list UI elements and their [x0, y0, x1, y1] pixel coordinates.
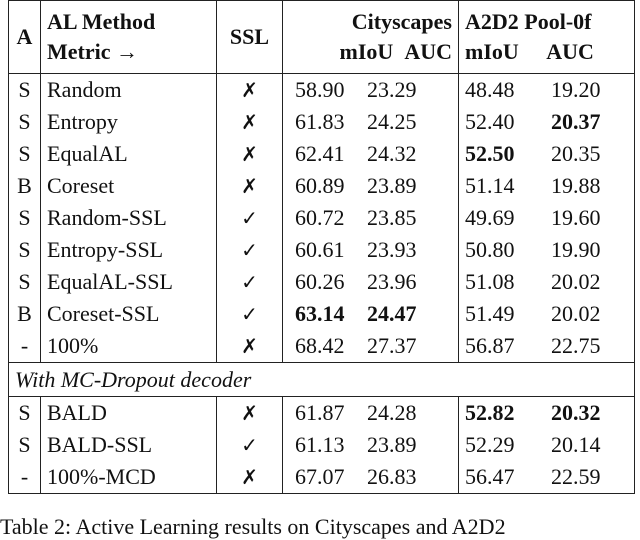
a-miou-value: 48.48: [465, 77, 515, 102]
header-metric-label: Metric →: [47, 39, 138, 64]
c-auc-value: 24.28: [367, 400, 417, 425]
a-miou-value: 49.69: [465, 205, 515, 230]
aggregation-cell: [9, 266, 41, 298]
c-miou-value: 61.87: [295, 400, 345, 425]
table-row: [9, 234, 635, 266]
a-auc-value: 19.60: [551, 205, 601, 230]
a2d2-cell: [459, 266, 635, 298]
c-miou-value: 61.13: [295, 432, 345, 457]
cityscapes-cell: [283, 202, 459, 234]
c-miou-value: 61.83: [295, 109, 345, 134]
header-cityscapes: [283, 1, 459, 74]
c-auc-value: 24.25: [367, 109, 417, 134]
a-auc-value: 22.75: [551, 333, 601, 358]
cross-icon: ✗: [241, 334, 258, 358]
aggregation-value: S: [18, 205, 31, 230]
check-icon: ✓: [241, 433, 258, 457]
method-name: EqualAL: [47, 141, 128, 166]
aggregation-cell: [9, 106, 41, 138]
check-icon: ✓: [241, 206, 258, 230]
header-ssl: SSL: [217, 1, 283, 74]
c-auc-value: 23.96: [367, 269, 417, 294]
a-auc-value: 20.02: [551, 301, 601, 326]
method-cell: [41, 397, 217, 430]
aggregation-value: B: [17, 173, 32, 198]
method-cell: [41, 234, 217, 266]
aggregation-value: S: [18, 77, 31, 102]
check-icon: ✓: [241, 238, 258, 262]
c-miou-value: 67.07: [295, 464, 345, 489]
header-row: [9, 1, 635, 74]
method-cell: [41, 202, 217, 234]
a2d2-cell: [459, 74, 635, 107]
cityscapes-cell: [283, 106, 459, 138]
cityscapes-cell: [283, 330, 459, 363]
cityscapes-label: Cityscapes: [351, 9, 452, 34]
method-name: BALD-SSL: [47, 432, 153, 457]
a2d2-cell: [459, 138, 635, 170]
method-name: 100%-MCD: [47, 464, 156, 489]
cross-icon: ✗: [241, 142, 258, 166]
c-auc-value: 26.83: [367, 464, 417, 489]
method-cell: [41, 106, 217, 138]
header-method-label: AL Method: [47, 9, 156, 34]
check-icon: ✓: [241, 302, 258, 326]
method-name: Entropy-SSL: [47, 237, 164, 262]
a2d2-cell: [459, 106, 635, 138]
a2d2-cell: [459, 170, 635, 202]
table-row: [9, 74, 635, 107]
method-cell: [41, 266, 217, 298]
header-a2d2: [459, 1, 635, 74]
a-miou-value: 52.40: [465, 109, 515, 134]
aggregation-cell: [9, 397, 41, 430]
c-auc-value: 24.47: [367, 301, 417, 326]
cityscapes-cell: [283, 74, 459, 107]
aggregation-cell: [9, 429, 41, 461]
cross-icon: ✗: [241, 174, 258, 198]
cityscapes-cell: [283, 397, 459, 430]
ssl-cell: [217, 330, 283, 363]
ssl-cell: [217, 266, 283, 298]
a2d2-cell: [459, 429, 635, 461]
cross-icon: ✗: [241, 401, 258, 425]
table-row: [9, 170, 635, 202]
ssl-cell: [217, 138, 283, 170]
ssl-cell: [217, 397, 283, 430]
a2d2-miou-header: mIoU: [465, 39, 519, 64]
a-auc-value: 19.20: [551, 77, 601, 102]
aggregation-cell: [9, 234, 41, 266]
aggregation-cell: [9, 138, 41, 170]
cityscapes-cell: [283, 234, 459, 266]
a-miou-value: 51.08: [465, 269, 515, 294]
method-name: EqualAL-SSL: [47, 269, 173, 294]
a-miou-value: 56.87: [465, 333, 515, 358]
c-auc-value: 24.32: [367, 141, 417, 166]
c-auc-value: 23.89: [367, 173, 417, 198]
a-miou-value: 52.82: [465, 400, 515, 425]
c-miou-value: 63.14: [295, 301, 345, 326]
header-a: A: [9, 1, 41, 74]
method-name: 100%: [47, 333, 99, 358]
c-miou-value: 60.26: [295, 269, 345, 294]
method-name: Random-SSL: [47, 205, 167, 230]
aggregation-cell: [9, 202, 41, 234]
a-auc-value: 19.88: [551, 173, 601, 198]
a-auc-value: 20.32: [551, 400, 601, 425]
c-miou-value: 68.42: [295, 333, 345, 358]
aggregation-value: -: [20, 464, 29, 489]
a2d2-cell: [459, 202, 635, 234]
aggregation-value: S: [18, 237, 31, 262]
a2d2-auc-header: AUC: [546, 39, 594, 64]
c-miou-value: 60.61: [295, 237, 345, 262]
c-auc-value: 23.85: [367, 205, 417, 230]
method-cell: [41, 330, 217, 363]
aggregation-cell: [9, 298, 41, 330]
aggregation-cell: [9, 170, 41, 202]
aggregation-value: S: [18, 400, 31, 425]
a-miou-value: 52.50: [465, 141, 515, 166]
ssl-cell: [217, 202, 283, 234]
header-method: [41, 1, 217, 74]
aggregation-value: S: [18, 109, 31, 134]
table-row: [9, 106, 635, 138]
method-name: Coreset: [47, 173, 115, 198]
c-miou-value: 60.89: [295, 173, 345, 198]
aggregation-value: S: [18, 269, 31, 294]
aggregation-value: -: [20, 333, 29, 358]
c-auc-value: 27.37: [367, 333, 417, 358]
a2d2-label: A2D2 Pool-0f: [465, 9, 592, 34]
aggregation-cell: [9, 74, 41, 107]
ssl-cell: [217, 234, 283, 266]
ssl-cell: [217, 429, 283, 461]
cityscapes-cell: [283, 298, 459, 330]
method-name: Random: [47, 77, 122, 102]
aggregation-cell: [9, 330, 41, 363]
a-auc-value: 20.37: [551, 109, 601, 134]
ssl-cell: [217, 298, 283, 330]
a2d2-cell: [459, 461, 635, 494]
method-name: Coreset-SSL: [47, 301, 160, 326]
c-miou-value: 62.41: [295, 141, 345, 166]
a-miou-value: 50.80: [465, 237, 515, 262]
a-miou-value: 52.29: [465, 432, 515, 457]
aggregation-cell: [9, 461, 41, 494]
a-miou-value: 51.49: [465, 301, 515, 326]
ssl-cell: [217, 106, 283, 138]
a-auc-value: 19.90: [551, 237, 601, 262]
table-row: [9, 429, 635, 461]
a-miou-value: 51.14: [465, 173, 515, 198]
ssl-cell: [217, 461, 283, 494]
c-auc-value: 23.29: [367, 77, 417, 102]
cityscapes-auc-header: AUC: [404, 39, 452, 64]
cityscapes-cell: [283, 138, 459, 170]
a-auc-value: 20.35: [551, 141, 601, 166]
results-table: [8, 0, 635, 494]
c-miou-value: 58.90: [295, 77, 345, 102]
cityscapes-cell: [283, 266, 459, 298]
ssl-cell: [217, 170, 283, 202]
table-row: [9, 202, 635, 234]
check-icon: ✓: [241, 270, 258, 294]
table-row: [9, 397, 635, 430]
c-auc-value: 23.89: [367, 432, 417, 457]
cityscapes-cell: [283, 461, 459, 494]
method-name: Entropy: [47, 109, 118, 134]
table-row: [9, 266, 635, 298]
a-auc-value: 20.02: [551, 269, 601, 294]
cityscapes-miou-header: mIoU: [339, 39, 394, 64]
a2d2-cell: [459, 298, 635, 330]
section-label: With MC-Dropout decoder: [9, 363, 635, 397]
a-auc-value: 20.14: [551, 432, 601, 457]
a-miou-value: 56.47: [465, 464, 515, 489]
method-cell: [41, 74, 217, 107]
method-cell: [41, 429, 217, 461]
a-auc-value: 22.59: [551, 464, 601, 489]
table-row: [9, 330, 635, 363]
c-miou-value: 60.72: [295, 205, 345, 230]
method-cell: [41, 170, 217, 202]
table-row: [9, 298, 635, 330]
table-caption: Table 2: Active Learning results on Cityscapes and A2D2: [0, 514, 506, 539]
aggregation-value: B: [17, 301, 32, 326]
cross-icon: ✗: [241, 78, 258, 102]
table-row: [9, 138, 635, 170]
a2d2-cell: [459, 397, 635, 430]
cityscapes-cell: [283, 170, 459, 202]
table-row: [9, 461, 635, 494]
a2d2-cell: [459, 234, 635, 266]
cityscapes-cell: [283, 429, 459, 461]
cross-icon: ✗: [241, 110, 258, 134]
aggregation-value: S: [18, 432, 31, 457]
method-cell: [41, 461, 217, 494]
aggregation-value: S: [18, 141, 31, 166]
method-cell: [41, 298, 217, 330]
cross-icon: ✗: [241, 465, 258, 489]
a2d2-cell: [459, 330, 635, 363]
ssl-cell: [217, 74, 283, 107]
method-name: BALD: [47, 400, 107, 425]
c-auc-value: 23.93: [367, 237, 417, 262]
method-cell: [41, 138, 217, 170]
